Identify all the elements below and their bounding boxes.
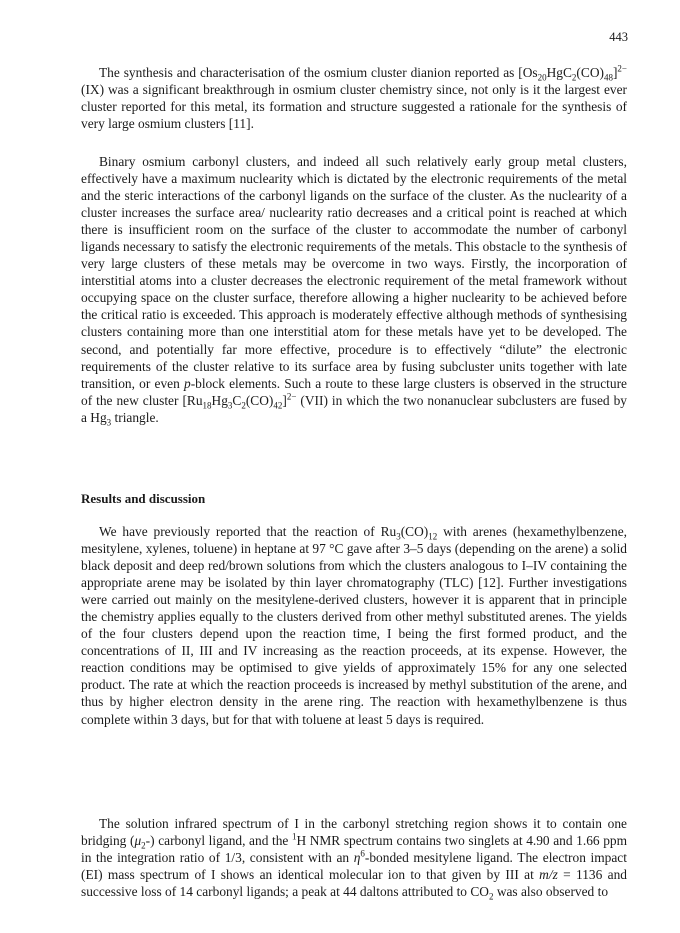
section-heading: Results and discussion	[81, 491, 206, 506]
paragraph-binary-osmium-clusters: Binary osmium carbonyl clusters, and indeed all such relatively early group metal clusters, effectively have a maximum nuclearity which is dictated by the electronic requirements of the metal and the steric interactions of the carbonyl ligands on the surface of the cluster. As the nuclearity of a cluster increases the surface area/ nuclearity ratio decreases and a critical point is reached at which there is insufficient room on the surface of the cluster to accommodate the number of carbonyl ligands necessary to satisfy the electronic requirements of the metals. This obstacle to the synthesis of very large clusters of these metals may be overcome in two ways. Firstly, the incorporation of interstitial atoms into a cluster decreases the electronic requirement of the metal framework without occupying space on the cluster surface, therefore allowing a higher nuclearity to be achieved before the critical ratio is exceeded. This approach is moderately effective although methods of synthesising clusters containing more than one interstitial atom for these metals have yet to be developed. The second, and potentially far more effective, procedure is to effectively “dilute” the electronic requirements of the cluster relative to its surface area by fusing subcluster units together with late transition, or even p-block elements. Such a route to these large clusters is observed in the structure of the new cluster $[Ru_{18}Hg_3C_2(CO)_{42}]^{2-}$ (VII) in which the two nonanuclear subclusters are fused by a $Hg_3$ triangle.	[81, 154, 627, 428]
page-number: 443	[609, 30, 628, 44]
paragraph-infrared-spectrum: The solution infrared spectrum of I in the carbonyl stretching region shows it to contain one bridging $(\mu_2-)$ carbonyl ligand, and the $^1$H NMR spectrum contains two singlets at 4.90 and 1.66 ppm in the integration ratio of 1/3, consistent with an $\eta^6$-bonded mesitylene ligand. The electron impact (EI) mass spectrum of I shows an identical molecular ion to that given by III at m/z = 1136 and successive loss of 14 carbonyl ligands; a peak at 44 daltons attributed to $CO_2$ was also observed to	[81, 816, 628, 902]
paragraph-intro-osmium-dianion: The synthesis and characterisation of the osmium cluster dianion reported as $[Os_{20}HgC_2(CO)_{48}]^{2-}$ (IX) was a significant breakthrough in osmium cluster chemistry since, not only is it the largest ever cluster reported for this metal, its formation and structure suggested a rationale for the synthesis of very large osmium clusters [11].	[81, 63, 627, 132]
paragraph-arene-reaction: We have previously reported that the reaction of $Ru_3(CO)_{12}$ with arenes (hexamethylbenzene, mesitylene, xylenes, toluene) in heptane at 97 °C gave after 3–5 days (depending on the arene) a solid black deposit and deep red/brown solutions from which the clusters analogous to I–IV containing the appropriate arene may be isolated by thin layer chromatography (TLC) [12]. Further investigations were carried out mainly on the mesitylene-derived clusters, however it is apparent that in principle the chemistry applies equally to the clusters derived from other methyl substituted arenes. The yields of the four clusters depend upon the reaction time, I being the first formed product, and the concentrations of II, III and IV increasing as the reaction proceeds, at its expense. However, the reaction conditions may be optimised to give yields of approximately 15% for any one selected product. The rate at which the reaction proceeds is increased by methyl substitution of the arene, and thus by higher electron density in the arene ring. The reaction with hexamethylbenzene is thus complete within 3 days, but for that with toluene at least 5 days is required.	[81, 524, 627, 727]
